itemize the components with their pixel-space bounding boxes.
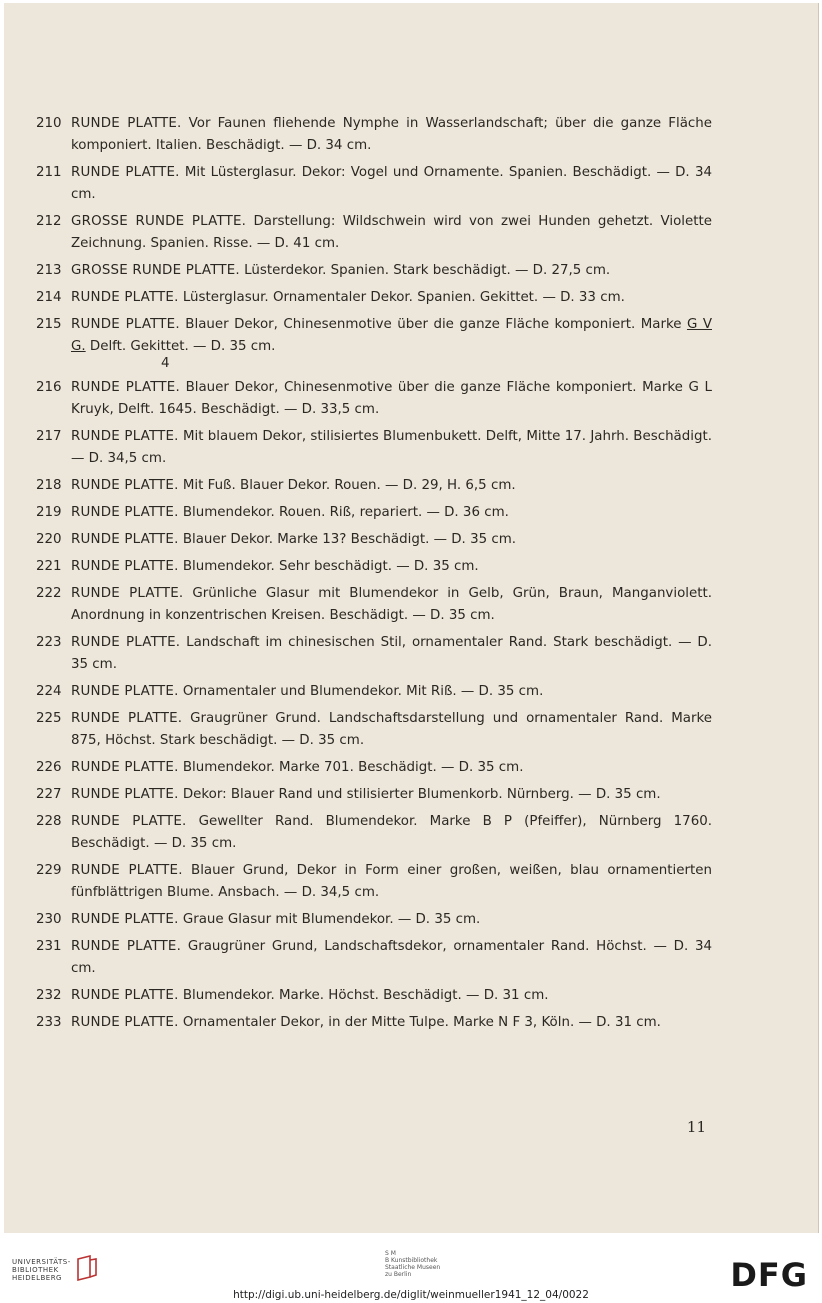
catalog-entry bbox=[36, 211, 712, 255]
stamp-line: S M bbox=[385, 1250, 396, 1257]
catalog-entry bbox=[36, 162, 712, 206]
entry-title: RUNDE PLATTE. bbox=[71, 116, 182, 131]
catalog-entry bbox=[36, 113, 712, 157]
entry-title: RUNDE PLATTE. bbox=[71, 787, 179, 802]
entry-title: RUNDE PLATTE. bbox=[71, 912, 179, 927]
entry-title: RUNDE PLATTE. bbox=[71, 532, 179, 547]
entry-description: Graugrüner Grund. Landschaftsdarstellung und ornamentaler Rand. Marke 875, Höchst. Stark beschädigt. — D. 35 cm. bbox=[71, 711, 712, 748]
entry-text bbox=[71, 377, 712, 421]
entry-description: Grünliche Glasur mit Blumendekor in Gelb, Grün, Braun, Manganviolett. Anordnung in konzentrischen Kreisen. Beschädigt. — D. 35 cm. bbox=[71, 586, 712, 623]
entry-description: Graue Glasur mit Blumendekor. — D. 35 cm. bbox=[178, 912, 481, 927]
entry-title: RUNDE PLATTE. bbox=[71, 380, 180, 395]
entry-title: RUNDE PLATTE. bbox=[71, 290, 179, 305]
entry-title: RUNDE PLATTE. bbox=[71, 988, 179, 1003]
catalog-entry bbox=[36, 708, 712, 752]
entry-text bbox=[71, 632, 712, 676]
entry-text bbox=[71, 681, 712, 703]
entry-text bbox=[71, 860, 712, 904]
entries-group-b bbox=[36, 377, 712, 1034]
entry-text bbox=[71, 113, 712, 157]
entry-title: RUNDE PLATTE. bbox=[71, 684, 179, 699]
entry-number: 225 bbox=[36, 711, 62, 726]
entry-description: Blauer Dekor, Chinesenmotive über die ganze Fläche komponiert. Marke bbox=[179, 317, 687, 332]
catalog-entry bbox=[36, 556, 712, 578]
entry-number: 229 bbox=[36, 863, 62, 878]
entry-text bbox=[71, 162, 712, 206]
entry-description-end: Delft. Gekittet. — D. 35 cm. bbox=[85, 339, 276, 354]
entry-text bbox=[71, 909, 712, 931]
entry-description: Mit Lüsterglasur. Dekor: Vogel und Ornamente. Spanien. Beschädigt. — D. 34 cm. bbox=[71, 165, 712, 202]
entry-description: Lüsterglasur. Ornamentaler Dekor. Spanien. Gekittet. — D. 33 cm. bbox=[178, 290, 625, 305]
entry-text bbox=[71, 475, 712, 497]
entry-number: 211 bbox=[36, 165, 62, 180]
footer-bar bbox=[0, 1236, 822, 1303]
catalog-entry bbox=[36, 860, 712, 904]
catalog-entry bbox=[36, 583, 712, 627]
entry-title: RUNDE PLATTE. bbox=[71, 478, 179, 493]
entry-number: 230 bbox=[36, 912, 62, 927]
catalog-entry bbox=[36, 757, 712, 779]
catalog-entry bbox=[36, 1012, 712, 1034]
entry-description: Blauer Dekor, Chinesenmotive über die ganze Fläche komponiert. Marke G L Kruyk, Delft. 1645. Beschädigt. — D. 33,5 cm. bbox=[71, 380, 712, 417]
entry-number: 212 bbox=[36, 214, 62, 229]
entry-number: 210 bbox=[36, 116, 62, 131]
entry-description: Blumendekor. Sehr beschädigt. — D. 35 cm. bbox=[178, 559, 479, 574]
entry-description: Vor Faunen fliehende Nymphe in Wasserlandschaft; über die ganze Fläche komponiert. Italien. Beschädigt. — D. 34 cm. bbox=[71, 116, 713, 153]
entry-title: RUNDE PLATTE. bbox=[71, 559, 179, 574]
entry-title: RUNDE PLATTE. bbox=[71, 863, 183, 878]
entry-description: Gewellter Rand. Blumendekor. Marke B P (Pfeiffer), Nürnberg 1760. Beschädigt. — D. 35 cm. bbox=[71, 814, 712, 851]
maker-mark: G V G. bbox=[71, 317, 712, 354]
entry-description: Blumendekor. Rouen. Riß, repariert. — D. 36 cm. bbox=[178, 505, 509, 520]
entry-number: 220 bbox=[36, 532, 62, 547]
entry-number: 226 bbox=[36, 760, 62, 775]
entry-number: 213 bbox=[36, 263, 62, 278]
stamp-line: zu Berlin bbox=[385, 1271, 412, 1278]
entry-description: Blauer Dekor. Marke 13? Beschädigt. — D. 35 cm. bbox=[178, 532, 517, 547]
entry-text bbox=[71, 260, 712, 282]
catalog-entry bbox=[36, 681, 712, 703]
entry-number: 219 bbox=[36, 505, 62, 520]
entry-number: 218 bbox=[36, 478, 62, 493]
entry-title: RUNDE PLATTE. bbox=[71, 586, 184, 601]
entry-text bbox=[71, 529, 712, 551]
catalog-entry bbox=[36, 502, 712, 524]
catalog-entry bbox=[36, 985, 712, 1007]
catalog-entry bbox=[36, 909, 712, 931]
entry-description: Darstellung: Wildschwein wird von zwei Hunden gehetzt. Violette Zeichnung. Spanien. Risse. — D. 41 cm. bbox=[71, 214, 712, 251]
catalog-entry bbox=[36, 529, 712, 551]
entry-number: 217 bbox=[36, 429, 62, 444]
entry-title: RUNDE PLATTE. bbox=[71, 505, 179, 520]
catalog-entries bbox=[36, 113, 712, 1039]
entry-number: 216 bbox=[36, 380, 62, 395]
entry-text bbox=[71, 1012, 712, 1034]
dfg-logo[interactable]: DFG bbox=[730, 1256, 808, 1294]
catalog-entry bbox=[36, 260, 712, 282]
entry-title: RUNDE PLATTE. bbox=[71, 317, 180, 332]
entry-title: RUNDE PLATTE. bbox=[71, 165, 180, 180]
entry-number: 221 bbox=[36, 559, 62, 574]
entry-title: RUNDE PLATTE. bbox=[71, 939, 182, 954]
entry-number: 231 bbox=[36, 939, 62, 954]
catalog-entry bbox=[36, 314, 712, 372]
entry-text bbox=[71, 502, 712, 524]
entry-description: Blumendekor. Marke 701. Beschädigt. — D. 35 cm. bbox=[178, 760, 524, 775]
page-number: 11 bbox=[686, 1118, 706, 1136]
catalog-entry bbox=[36, 475, 712, 497]
entry-number: 227 bbox=[36, 787, 62, 802]
entry-number: 223 bbox=[36, 635, 62, 650]
document-page bbox=[4, 3, 819, 1233]
entry-text bbox=[71, 784, 712, 806]
entry-description: Mit blauem Dekor, stilisiertes Blumenbukett. Delft, Mitte 17. Jahrh. Beschädigt. — D. 34,5 cm. bbox=[71, 429, 712, 466]
entry-text bbox=[71, 426, 712, 470]
catalog-entry bbox=[36, 377, 712, 421]
entry-number: 222 bbox=[36, 586, 62, 601]
entry-number: 233 bbox=[36, 1015, 62, 1030]
catalog-entry bbox=[36, 784, 712, 806]
catalog-entry bbox=[36, 287, 712, 309]
entry-title: GROSSE RUNDE PLATTE. bbox=[71, 214, 247, 229]
entry-text bbox=[71, 811, 712, 855]
entry-text bbox=[71, 583, 712, 627]
catalog-entry bbox=[36, 936, 712, 980]
entry-number: 224 bbox=[36, 684, 62, 699]
entry-description: Ornamentaler Dekor, in der Mitte Tulpe. Marke N F 3, Köln. — D. 31 cm. bbox=[178, 1015, 661, 1030]
entry-description: Mit Fuß. Blauer Dekor. Rouen. — D. 29, H. 6,5 cm. bbox=[178, 478, 516, 493]
entry-text bbox=[71, 314, 712, 372]
maker-mark-subscript: 4 bbox=[161, 356, 170, 371]
entries-group-a bbox=[36, 113, 712, 309]
entry-text bbox=[71, 985, 712, 1007]
catalog-entry bbox=[36, 632, 712, 676]
entry-text bbox=[71, 556, 712, 578]
entry-title: GROSSE RUNDE PLATTE. bbox=[71, 263, 240, 278]
entry-number: 228 bbox=[36, 814, 62, 829]
entry-text bbox=[71, 757, 712, 779]
library-emblem-icon bbox=[76, 1255, 98, 1281]
entry-title: RUNDE PLATTE. bbox=[71, 1015, 179, 1030]
entry-description: Blumendekor. Marke. Höchst. Beschädigt. — D. 31 cm. bbox=[178, 988, 549, 1003]
entry-number: 214 bbox=[36, 290, 62, 305]
entry-description: Blauer Grund, Dekor in Form einer großen, weißen, blau ornamentierten fünfblättrigen Blume. Ansbach. — D. 34,5 cm. bbox=[71, 863, 712, 900]
catalog-entry bbox=[36, 426, 712, 470]
entry-text bbox=[71, 708, 712, 752]
entry-title: RUNDE PLATTE. bbox=[71, 760, 179, 775]
library-line: BIBLIOTHEK bbox=[12, 1266, 59, 1274]
entry-text bbox=[71, 287, 712, 309]
permalink-url[interactable]: http://digi.ub.uni-heidelberg.de/diglit/weinmueller1941_12_04/0022 bbox=[233, 1289, 589, 1301]
entry-description: Lüsterdekor. Spanien. Stark beschädigt. — D. 27,5 cm. bbox=[239, 263, 611, 278]
entry-text bbox=[71, 936, 712, 980]
entry-description: Ornamentaler und Blumendekor. Mit Riß. — D. 35 cm. bbox=[178, 684, 544, 699]
entry-description: Graugrüner Grund, Landschaftsdekor, ornamentaler Rand. Höchst. — D. 34 cm. bbox=[71, 939, 712, 976]
entry-title: RUNDE PLATTE. bbox=[71, 635, 181, 650]
library-line: HEIDELBERG bbox=[12, 1274, 62, 1282]
museum-stamp bbox=[385, 1250, 440, 1278]
entry-number: 232 bbox=[36, 988, 62, 1003]
entry-description: Dekor: Blauer Rand und stilisierter Blumenkorb. Nürnberg. — D. 35 cm. bbox=[178, 787, 661, 802]
entry-title: RUNDE PLATTE. bbox=[71, 429, 179, 444]
entry-title: RUNDE PLATTE. bbox=[71, 814, 187, 829]
entry-number: 215 bbox=[36, 317, 62, 332]
stamp-line: B Kunstbibliothek bbox=[385, 1257, 438, 1264]
entry-description: Landschaft im chinesischen Stil, ornamentaler Rand. Stark beschädigt. — D. 35 cm. bbox=[71, 635, 712, 672]
entry-text bbox=[71, 211, 712, 255]
stamp-line: Staatliche Museen bbox=[385, 1264, 441, 1271]
university-library-logo[interactable] bbox=[12, 1258, 71, 1282]
entry-title: RUNDE PLATTE. bbox=[71, 711, 183, 726]
catalog-entry bbox=[36, 811, 712, 855]
library-line: UNIVERSITÄTS- bbox=[12, 1258, 71, 1266]
